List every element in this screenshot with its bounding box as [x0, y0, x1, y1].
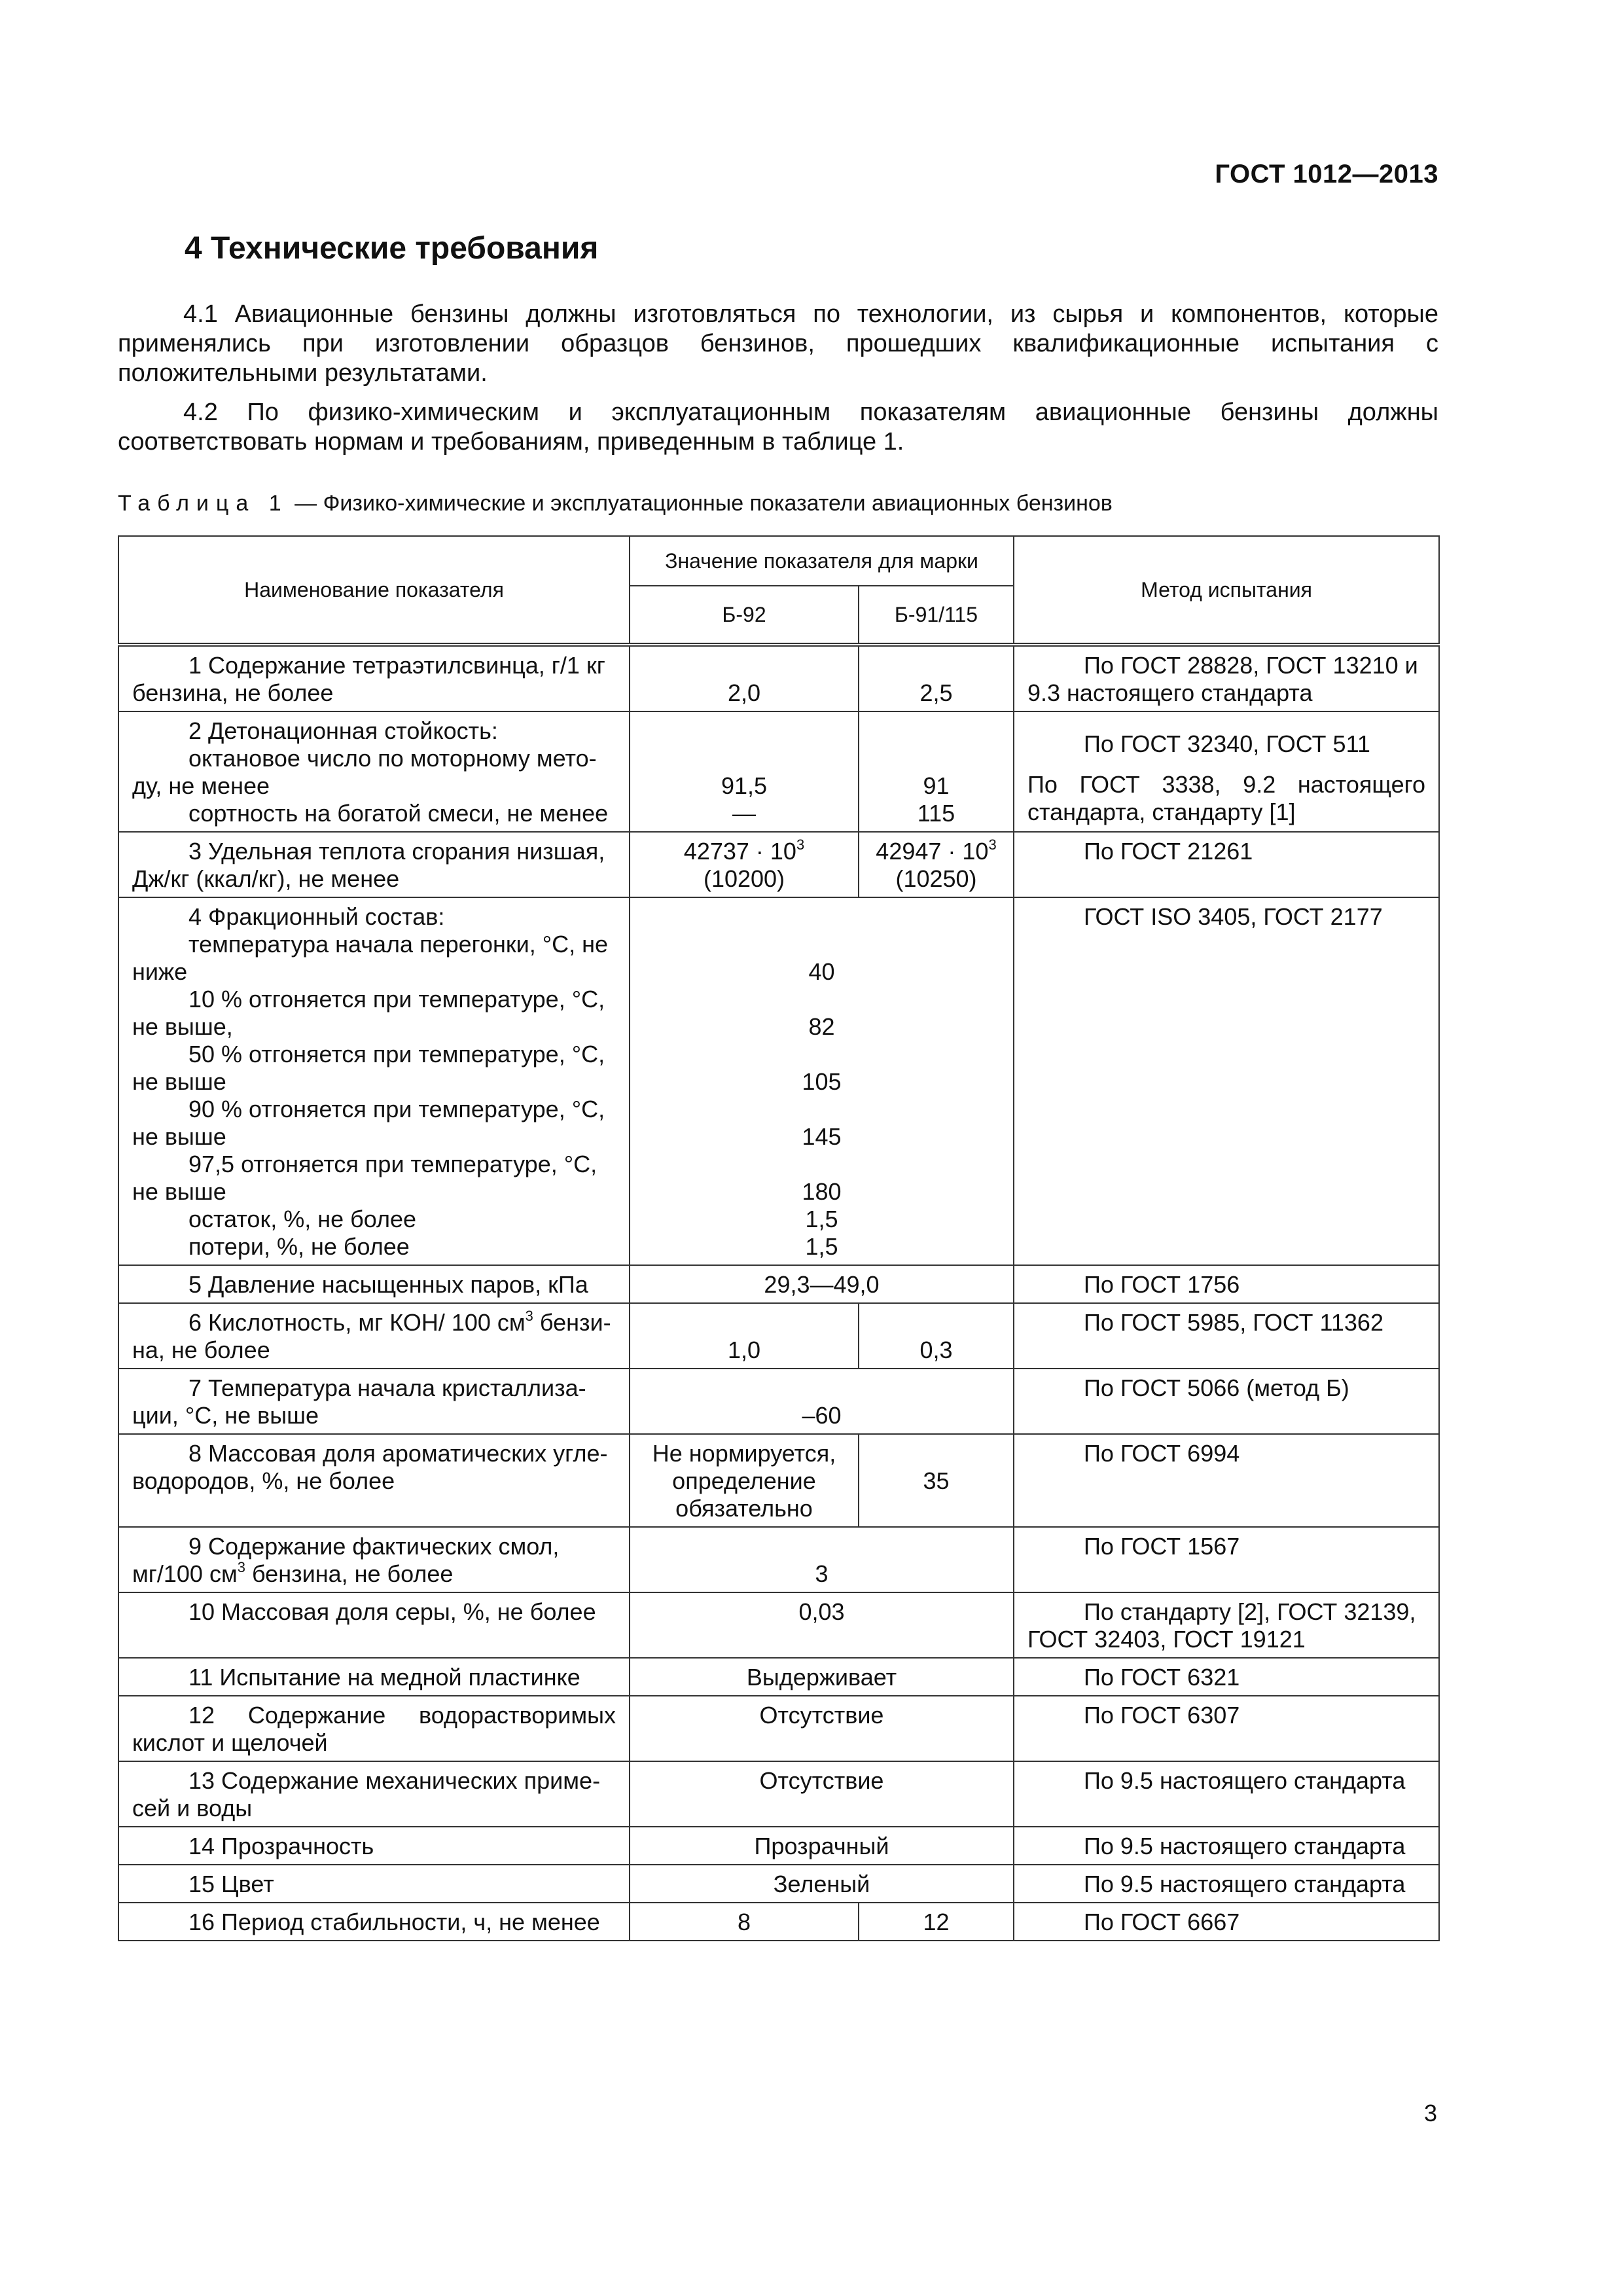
- row-4-name-line12: остаток, %, не более: [188, 1206, 417, 1232]
- row-2-value-b91: [859, 711, 1014, 832]
- row-4-values: [630, 897, 1014, 1265]
- row-10-value: [630, 1592, 1014, 1658]
- row-1-value-b92-text: 2,0: [727, 679, 761, 706]
- table-row: [118, 1592, 1439, 1658]
- row-4-value-losses: 1,5: [805, 1233, 838, 1260]
- row-2-method-line1: По ГОСТ 32340, ГОСТ 511: [1084, 730, 1370, 757]
- row-13-name-line2: сей и воды: [132, 1795, 253, 1821]
- table-row: [118, 1658, 1439, 1696]
- row-6-value-b92: [630, 1303, 859, 1369]
- row-8-value-b91-text: 35: [923, 1467, 950, 1494]
- row-1-name: [118, 645, 630, 711]
- row-12-method: [1014, 1696, 1439, 1761]
- table-row: [118, 1265, 1439, 1303]
- row-8-value-b92-line2: определение: [672, 1467, 816, 1494]
- row-14-name-text: 14 Прозрачность: [188, 1833, 374, 1859]
- row-8-name-line1: 8 Массовая доля ароматических угле-: [188, 1440, 608, 1467]
- row-6-name-line2: на, не более: [132, 1336, 270, 1363]
- row-4-value-10: 82: [808, 1013, 835, 1040]
- table-row: [118, 711, 1439, 832]
- row-12-value: [630, 1696, 1014, 1761]
- row-4-name-line4: 10 % отгоняется при температуре, °С,: [188, 986, 605, 1013]
- row-2-name-line2: октановое число по моторному мето-: [188, 745, 597, 772]
- table-header-row: [118, 536, 1439, 586]
- row-11-method-text: По ГОСТ 6321: [1084, 1664, 1240, 1691]
- row-4-value-start: 40: [808, 958, 835, 985]
- row-3-method: [1014, 832, 1439, 897]
- row-2-value-b92: [630, 711, 859, 832]
- table-row: [118, 1303, 1439, 1369]
- row-13-value-text: Отсутствие: [759, 1767, 884, 1794]
- row-4-name: [118, 897, 630, 1265]
- paragraph-4-2: 4.2 По физико-химическим и эксплуатационным показателям авиационные бензины должны соответствовать нормам и требованиям, приведенным в таблице 1.: [118, 399, 1438, 456]
- row-4-method-text: ГОСТ ISO 3405, ГОСТ 2177: [1084, 903, 1383, 930]
- row-7-value: [630, 1369, 1014, 1434]
- row-15-value-text: Зеленый: [773, 1871, 870, 1897]
- row-6-value-b92-text: 1,0: [727, 1336, 761, 1363]
- row-4-name-line5: не выше,: [132, 1013, 233, 1040]
- row-2-value-b92-octane: 91,5: [721, 772, 768, 799]
- row-1-name-line2: бензина, не более: [132, 679, 334, 706]
- row-10-name: [118, 1592, 630, 1658]
- row-5-method-text: По ГОСТ 1756: [1084, 1271, 1240, 1298]
- row-16-method-text: По ГОСТ 6667: [1084, 1909, 1240, 1935]
- row-12-name-line1: 12 Содержание водорастворимых: [188, 1702, 616, 1729]
- row-14-value: [630, 1827, 1014, 1865]
- row-15-name-text: 15 Цвет: [188, 1871, 274, 1897]
- row-5-name: [118, 1265, 630, 1303]
- row-7-name: [118, 1369, 630, 1434]
- row-16-method: [1014, 1903, 1439, 1941]
- row-16-value-b91: [859, 1903, 1014, 1941]
- row-13-name-line1: 13 Содержание механических приме-: [188, 1767, 601, 1794]
- row-4-value-50: 105: [802, 1068, 842, 1095]
- row-2-value-b91-octane: 91: [923, 772, 950, 799]
- row-2-name-line1: 2 Детонационная стойкость:: [188, 717, 498, 744]
- row-1-name-line1: 1 Содержание тетраэтилсвинца, г/1 кг: [188, 652, 605, 679]
- row-1-value-b91-text: 2,5: [919, 679, 953, 706]
- row-6-method-text: По ГОСТ 5985, ГОСТ 11362: [1084, 1309, 1383, 1336]
- row-6-value-b91: [859, 1303, 1014, 1369]
- row-2-name: [118, 711, 630, 832]
- row-4-value-90: 145: [802, 1123, 842, 1150]
- row-2-method: [1014, 711, 1439, 832]
- row-4-name-line10: 97,5 отгоняется при температуре, °С,: [188, 1151, 597, 1177]
- row-16-value-b91-text: 12: [923, 1909, 950, 1935]
- row-2-name-line3: ду, не менее: [132, 772, 270, 799]
- row-11-name: [118, 1658, 630, 1696]
- row-5-method: [1014, 1265, 1439, 1303]
- header-test-method: Метод испытания: [1014, 536, 1439, 645]
- row-1-value-b91: [859, 645, 1014, 711]
- row-5-value: [630, 1265, 1014, 1303]
- row-10-method-line2: ГОСТ 32403, ГОСТ 19121: [1027, 1626, 1306, 1653]
- row-5-name-text: 5 Давление насыщенных паров, кПа: [188, 1271, 588, 1298]
- row-13-method: [1014, 1761, 1439, 1827]
- row-1-method-line2: 9.3 настоящего стандарта: [1027, 679, 1313, 706]
- header-grade-b92: Б-92: [630, 586, 859, 645]
- row-9-name: [118, 1527, 630, 1592]
- row-15-name: [118, 1865, 630, 1903]
- row-6-name: [118, 1303, 630, 1369]
- table-row: [118, 1696, 1439, 1761]
- row-9-name-line2: мг/100 $см^3$ бензина, не более: [132, 1559, 454, 1587]
- row-7-method-text: По ГОСТ 5066 (метод Б): [1084, 1374, 1349, 1401]
- table-row: [118, 1827, 1439, 1865]
- row-15-method-text: По 9.5 настоящего стандарта: [1084, 1871, 1406, 1897]
- row-8-value-b92-line1: Не нормируется,: [652, 1440, 836, 1467]
- row-4-name-line8: 90 % отгоняется при температуре, °С,: [188, 1096, 605, 1122]
- row-6-value-b91-text: 0,3: [919, 1336, 953, 1363]
- row-2-method-line2: По ГОСТ 3338, 9.2 настоящего стандарта, стандарту [1]: [1027, 771, 1425, 825]
- row-3-name-line1: 3 Удельная теплота сгорания низшая,: [188, 838, 605, 865]
- row-14-method-text: По 9.5 настоящего стандарта: [1084, 1833, 1406, 1859]
- row-6-name-line1: 6 Кислотность, мг КОН/ 100 $см^3$ бензи-: [188, 1308, 611, 1336]
- table-row: [118, 645, 1439, 711]
- row-13-name: [118, 1761, 630, 1827]
- row-3-value-b92-si: $42737 \cdot 10^3$: [683, 836, 805, 865]
- table-row: [118, 1369, 1439, 1434]
- row-15-value: [630, 1865, 1014, 1903]
- row-4-name-line13: потери, %, не более: [188, 1233, 410, 1260]
- header-value-group: Значение показателя для марки: [630, 536, 1014, 586]
- row-4-name-line6: 50 % отгоняется при температуре, °С,: [188, 1041, 605, 1067]
- row-7-value-text: –60: [802, 1402, 842, 1429]
- table-row: [118, 1527, 1439, 1592]
- row-10-method: [1014, 1592, 1439, 1658]
- row-2-value-b91-grade: 115: [917, 800, 955, 827]
- row-4-name-line9: не выше: [132, 1123, 226, 1150]
- row-12-name: [118, 1696, 630, 1761]
- row-4-value-97-5: 180: [802, 1178, 842, 1205]
- section-title: 4 Технические требования: [185, 231, 599, 266]
- row-4-name-line3: ниже: [132, 958, 188, 985]
- specifications-table: [118, 535, 1440, 1941]
- row-4-value-residue: 1,5: [805, 1206, 838, 1232]
- row-9-value: [630, 1527, 1014, 1592]
- row-12-value-text: Отсутствие: [759, 1702, 884, 1729]
- row-5-value-text: 29,3—49,0: [764, 1271, 880, 1298]
- row-3-name-line2: Дж/кг (ккал/кг), не менее: [132, 865, 400, 892]
- row-9-value-text: 3: [815, 1560, 829, 1587]
- row-1-method: [1014, 645, 1439, 711]
- row-16-value-b92: [630, 1903, 859, 1941]
- row-3-value-b91-kcal: (10250): [895, 865, 977, 892]
- row-14-name: [118, 1827, 630, 1865]
- row-8-name-line2: водородов, %, не более: [132, 1467, 395, 1494]
- row-13-value: [630, 1761, 1014, 1827]
- row-2-value-b92-grade: —: [732, 800, 756, 827]
- header-indicator-name: Наименование показателя: [118, 536, 630, 645]
- row-11-value: [630, 1658, 1014, 1696]
- row-9-method-text: По ГОСТ 1567: [1084, 1533, 1240, 1560]
- row-3-value-b91: [859, 832, 1014, 897]
- page-number: 3: [1423, 2100, 1437, 2126]
- row-3-value-b92-kcal: (10200): [703, 865, 785, 892]
- table-row: [118, 897, 1439, 1265]
- row-11-value-text: Выдерживает: [746, 1664, 897, 1691]
- row-10-value-text: 0,03: [798, 1598, 845, 1625]
- table-caption-text: — Физико-химические и эксплуатационные показатели авиационных бензинов: [294, 491, 1113, 516]
- row-4-name-line1: 4 Фракционный состав:: [188, 903, 445, 930]
- row-8-value-b91: [859, 1434, 1014, 1527]
- row-12-name-line2: кислот и щелочей: [132, 1729, 328, 1756]
- row-3-method-text: По ГОСТ 21261: [1084, 838, 1253, 865]
- row-15-method: [1014, 1865, 1439, 1903]
- table-row: [118, 832, 1439, 897]
- row-8-value-b92: [630, 1434, 859, 1527]
- row-7-name-line1: 7 Температура начала кристаллиза-: [188, 1374, 586, 1401]
- row-12-method-text: По ГОСТ 6307: [1084, 1702, 1240, 1729]
- document-code: ГОСТ 1012—2013: [1215, 160, 1438, 188]
- table-row: [118, 1434, 1439, 1527]
- paragraph-4-1: 4.1 Авиационные бензины должны изготовляться по технологии, из сырья и компонентов, которые применялись при изготовлении образцов бензинов, прошедших квалификационные испытания с положительными результатами.: [118, 300, 1438, 387]
- row-16-name: [118, 1903, 630, 1941]
- row-3-name: [118, 832, 630, 897]
- row-7-name-line2: ции, °С, не выше: [132, 1402, 319, 1429]
- row-6-method: [1014, 1303, 1439, 1369]
- row-9-name-line1: 9 Содержание фактических смол,: [188, 1533, 560, 1560]
- row-1-value-b92: [630, 645, 859, 711]
- row-4-name-line11: не выше: [132, 1178, 226, 1205]
- row-2-name-line4: сортность на богатой смеси, не менее: [188, 800, 609, 827]
- row-3-value-b92: [630, 832, 859, 897]
- row-14-value-text: Прозрачный: [754, 1833, 889, 1859]
- row-3-value-b91-si: $42947 \cdot 10^3$: [876, 836, 997, 865]
- row-8-method: [1014, 1434, 1439, 1527]
- row-9-method: [1014, 1527, 1439, 1592]
- row-8-method-text: По ГОСТ 6994: [1084, 1440, 1240, 1467]
- row-16-value-b92-text: 8: [737, 1909, 751, 1935]
- row-4-method: [1014, 897, 1439, 1265]
- row-13-method-text: По 9.5 настоящего стандарта: [1084, 1767, 1406, 1794]
- header-grade-b91-115: Б-91/115: [859, 586, 1014, 645]
- row-4-name-line7: не выше: [132, 1068, 226, 1095]
- row-7-method: [1014, 1369, 1439, 1434]
- row-10-method-line1: По стандарту [2], ГОСТ 32139,: [1084, 1598, 1416, 1625]
- table-row: [118, 1865, 1439, 1903]
- row-11-name-text: 11 Испытание на медной пластинке: [188, 1664, 580, 1691]
- row-8-value-b92-line3: обязательно: [675, 1495, 813, 1522]
- row-11-method: [1014, 1658, 1439, 1696]
- row-4-name-line2: температура начала перегонки, °С, не: [188, 931, 609, 958]
- table-row: [118, 1903, 1439, 1941]
- table-caption-label: Таблица 1: [118, 491, 289, 516]
- row-10-name-text: 10 Массовая доля серы, %, не более: [188, 1598, 596, 1625]
- table-row: [118, 1761, 1439, 1827]
- row-8-name: [118, 1434, 630, 1527]
- row-16-name-text: 16 Период стабильности, ч, не менее: [188, 1909, 600, 1935]
- row-14-method: [1014, 1827, 1439, 1865]
- row-1-method-line1: По ГОСТ 28828, ГОСТ 13210 и: [1084, 652, 1418, 679]
- table-caption: [118, 491, 1113, 516]
